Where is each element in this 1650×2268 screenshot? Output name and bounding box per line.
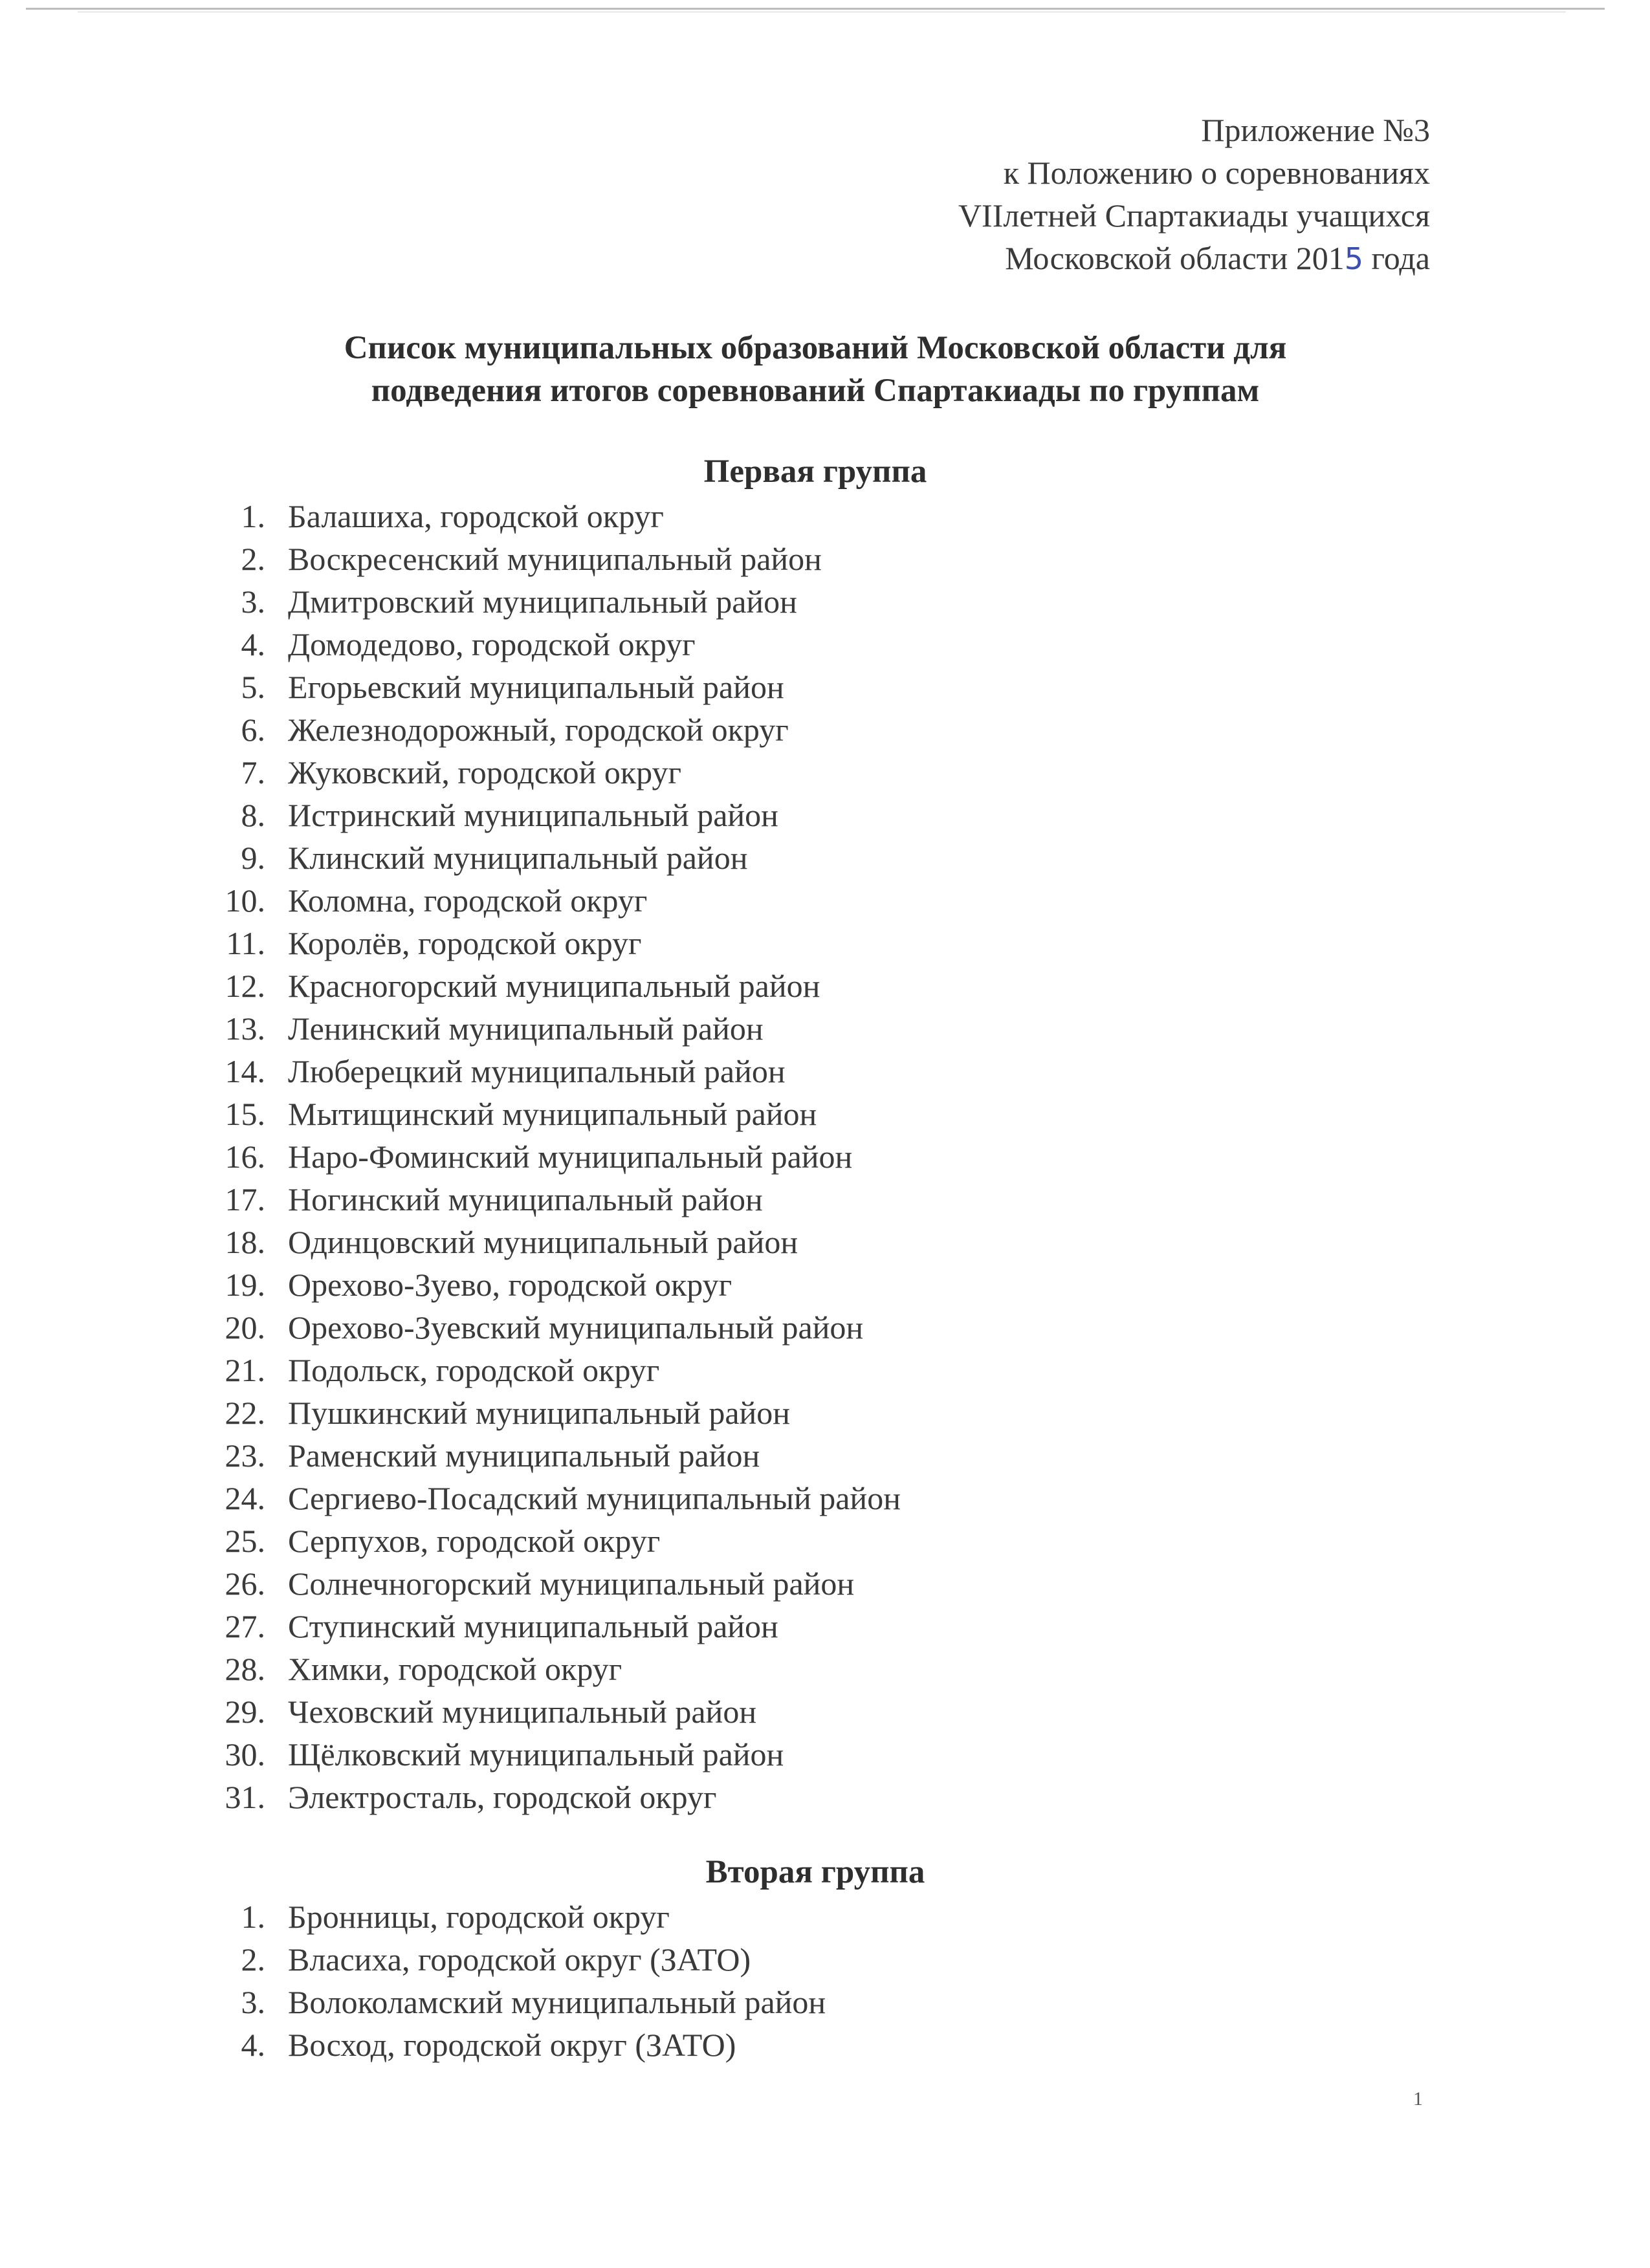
list-item-text: Власиха, городской округ (ЗАТО) bbox=[288, 1941, 751, 1978]
year-suffix: года bbox=[1363, 240, 1430, 276]
list-item-text: Балашиха, городской округ bbox=[288, 498, 664, 534]
list-item-text: Пушкинский муниципальный район bbox=[288, 1395, 791, 1431]
list-item-number: 31. bbox=[225, 1779, 265, 1815]
list-item-number: 5. bbox=[241, 669, 265, 705]
list-item-text: Воскресенский муниципальный район bbox=[288, 541, 822, 577]
list-item-number: 3. bbox=[241, 583, 265, 620]
list-item-number: 14. bbox=[225, 1053, 265, 1089]
list-item-text: Подольск, городской округ bbox=[288, 1352, 660, 1388]
list-item-number: 4. bbox=[241, 2027, 265, 2063]
list-item-number: 9. bbox=[241, 840, 265, 876]
list-item-text: Клинский муниципальный район bbox=[288, 840, 748, 876]
list-item-text: Орехово-Зуево, городской округ bbox=[288, 1267, 732, 1303]
page-number: 1 bbox=[1413, 2088, 1423, 2110]
list-item-number: 20. bbox=[225, 1309, 265, 1346]
list-item-number: 30. bbox=[225, 1736, 265, 1772]
appendix-number: Приложение №3 bbox=[1201, 112, 1430, 148]
list-item-text: Коломна, городской округ bbox=[288, 882, 648, 919]
list-item-number: 17. bbox=[225, 1181, 265, 1217]
list-item-text: Наро-Фоминский муниципальный район bbox=[288, 1139, 853, 1175]
list-item-number: 16. bbox=[225, 1139, 265, 1175]
list-item-number: 26. bbox=[225, 1565, 265, 1602]
list-item-number: 4. bbox=[241, 626, 265, 662]
list-item-number: 19. bbox=[225, 1267, 265, 1303]
appendix-header bbox=[958, 109, 1430, 280]
title-line-1: Список муниципальных образований Московской области для bbox=[344, 330, 1287, 366]
list-item-number: 28. bbox=[225, 1651, 265, 1687]
list-item-text: Ступинский муниципальный район bbox=[288, 1608, 778, 1644]
roman-numeral: VII bbox=[958, 197, 1004, 234]
list-item-text: Электросталь, городской округ bbox=[288, 1779, 717, 1815]
appendix-event-line bbox=[958, 194, 1430, 237]
list-item-text: Железнодорожный, городской округ bbox=[288, 712, 789, 748]
event-name: летней Спартакиады учащихся bbox=[1003, 197, 1430, 234]
list-item-text: Ногинский муниципальный район bbox=[288, 1181, 763, 1217]
list-item-text: Ленинский муниципальный район bbox=[288, 1010, 764, 1047]
list-item-text: Солнечногорский муниципальный район bbox=[288, 1565, 855, 1602]
list-item-number: 22. bbox=[225, 1395, 265, 1431]
list-item-text: Домодедово, городской округ bbox=[288, 626, 696, 662]
list-item-number: 2. bbox=[241, 1941, 265, 1978]
list-item-number: 21. bbox=[225, 1352, 265, 1388]
list-item-text: Жуковский, городской округ bbox=[288, 754, 682, 791]
list-item-number: 3. bbox=[241, 1984, 265, 2020]
list-item-number: 8. bbox=[241, 797, 265, 833]
list-item-number: 24. bbox=[225, 1480, 265, 1516]
list-item-text: Орехово-Зуевский муниципальный район bbox=[288, 1309, 864, 1346]
list-item-number: 25. bbox=[225, 1523, 265, 1559]
list-item-text: Егорьевский муниципальный район bbox=[288, 669, 784, 705]
group-2-heading: Вторая группа bbox=[705, 1854, 925, 1890]
group-1-heading: Первая группа bbox=[703, 453, 927, 490]
list-item-number: 11. bbox=[226, 925, 265, 961]
list-item-text: Щёлковский муниципальный район bbox=[288, 1736, 784, 1772]
handwritten-year-digit: 5 bbox=[1344, 241, 1364, 276]
list-item-number: 18. bbox=[225, 1224, 265, 1260]
list-item-text: Восход, городской округ (ЗАТО) bbox=[288, 2027, 736, 2063]
list-item-text: Королёв, городской округ bbox=[288, 925, 642, 961]
list-item-number: 6. bbox=[241, 712, 265, 748]
list-item-number: 7. bbox=[241, 754, 265, 791]
list-item-text: Люберецкий муниципальный район bbox=[288, 1053, 786, 1089]
list-item-number: 12. bbox=[225, 968, 265, 1004]
region-year-text: Московской области 201 bbox=[1005, 240, 1345, 276]
appendix-year-line bbox=[958, 237, 1430, 280]
list-item-number: 13. bbox=[225, 1010, 265, 1047]
list-item-number: 15. bbox=[225, 1096, 265, 1132]
list-item-number: 2. bbox=[241, 541, 265, 577]
list-item-text: Волоколамский муниципальный район bbox=[288, 1984, 826, 2020]
document-title bbox=[246, 327, 1385, 412]
list-item-number: 27. bbox=[225, 1608, 265, 1644]
list-item-text: Чеховский муниципальный район bbox=[288, 1694, 757, 1730]
list-item-text: Химки, городской округ bbox=[288, 1651, 622, 1687]
title-line-2: подведения итогов соревнований Спартакиады по группам bbox=[371, 373, 1260, 409]
list-item-text: Бронницы, городской округ bbox=[288, 1899, 670, 1935]
appendix-regulation-ref: к Положению о соревнованиях bbox=[1003, 155, 1430, 191]
list-item-text: Дмитровский муниципальный район bbox=[288, 583, 797, 620]
list-item-number: 29. bbox=[225, 1694, 265, 1730]
list-item-text: Сергиево-Посадский муниципальный район bbox=[288, 1480, 901, 1516]
list-item-text: Одинцовский муниципальный район bbox=[288, 1224, 798, 1260]
list-item-text: Истринский муниципальный район bbox=[288, 797, 778, 833]
list-item-number: 1. bbox=[241, 1899, 265, 1935]
list-item-text: Красногорский муниципальный район bbox=[288, 968, 820, 1004]
list-item-text: Серпухов, городской округ bbox=[288, 1523, 661, 1559]
list-item-text: Раменский муниципальный район bbox=[288, 1437, 760, 1474]
list-item-number: 10. bbox=[225, 882, 265, 919]
list-item-number: 1. bbox=[241, 498, 265, 534]
list-item-number: 23. bbox=[225, 1437, 265, 1474]
list-item-text: Мытищинский муниципальный район bbox=[288, 1096, 817, 1132]
